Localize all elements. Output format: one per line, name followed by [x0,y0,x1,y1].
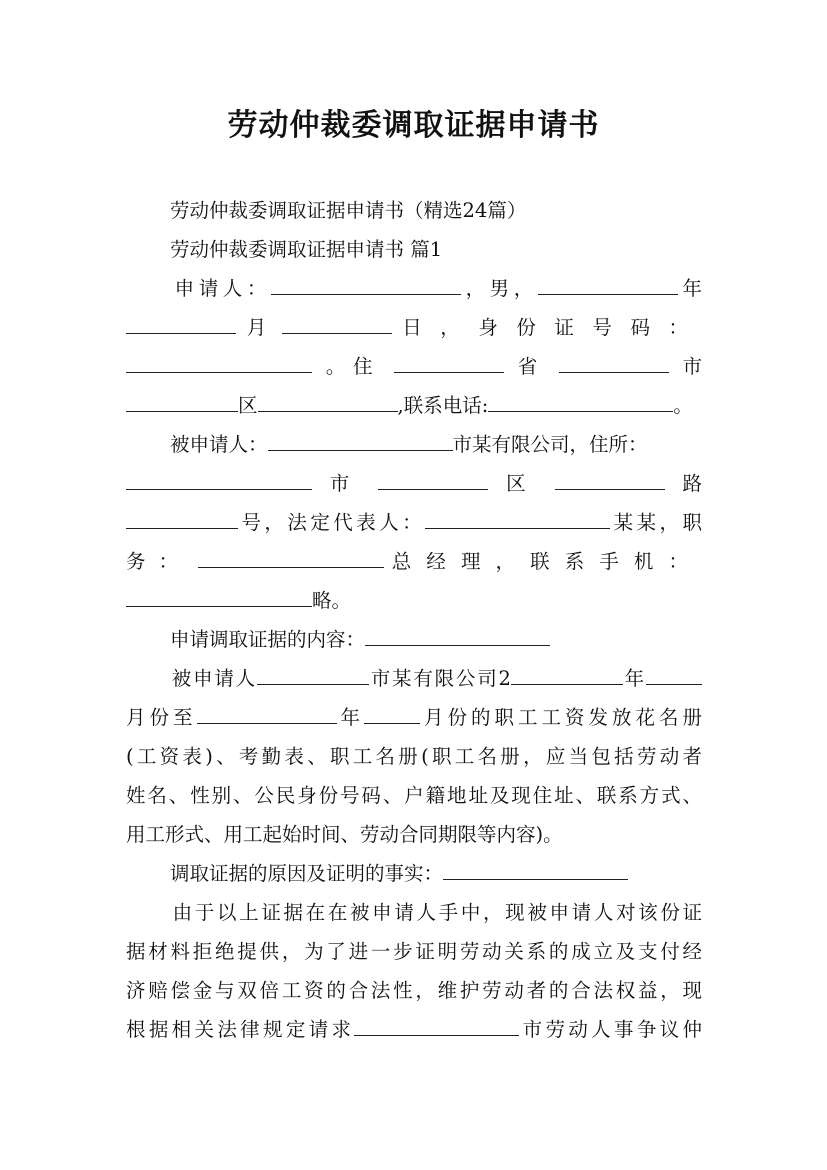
applicant-line-3: 。住 省 市 [126,354,702,380]
respondent-line-2: 市 区 路 [126,471,702,497]
respondent-line-4: 务： 总经理，联系手机： [126,550,702,573]
evidence-content-heading: 申请调取证据的内容： [170,627,702,653]
applicant-line-1: 申请人： ，男， 年 [170,277,702,300]
doc-section-heading: 劳动仲裁委调取证据申请书 篇1 [170,238,443,261]
evidence-content-line-4: 姓名、性别、公民身份号码、户籍地址及现住址、联系方式、 [126,784,702,807]
reason-line-4: 根据相关法律规定请求 市劳动人事争议仲 [126,1018,702,1041]
doc-subtitle: 劳动仲裁委调取证据申请书（精选24篇） [170,199,527,222]
reason-line-2: 据材料拒绝提供，为了进一步证明劳动关系的成立及支付经 [126,940,702,963]
evidence-content-line-3: (工资表)、考勤表、职工名册(职工名册，应当包括劳动者 [126,745,702,768]
evidence-content-line-2: 月份至 年 月份的职工工资发放花名册 [126,706,702,729]
reason-heading: 调取证据的原因及证明的事实： [170,861,702,887]
evidence-content-line-1: 被申请人 市某有限公司2 年 [126,666,702,692]
evidence-content-line-5: 用工形式、用工起始时间、劳动合同期限等内容)。 [126,823,563,846]
applicant-line-2: 月 日，身份证号码： [126,315,702,341]
reason-line-1: 由于以上证据在在被申请人手中，现被申请人对该份证 [170,901,702,924]
document-title: 劳动仲裁委调取证据申请书 [227,108,600,143]
applicant-line-4: 区 ,联系电话: 。 [126,393,702,419]
reason-line-3: 济赔偿金与双倍工资的合法性，维护劳动者的合法权益，现 [126,979,702,1002]
respondent-line-1: 被申请人： 市某有限公司，住所： [170,433,648,456]
respondent-line-5: 略。 [126,588,702,614]
respondent-line-3: 号，法定代表人： 某某，职 [126,510,702,536]
